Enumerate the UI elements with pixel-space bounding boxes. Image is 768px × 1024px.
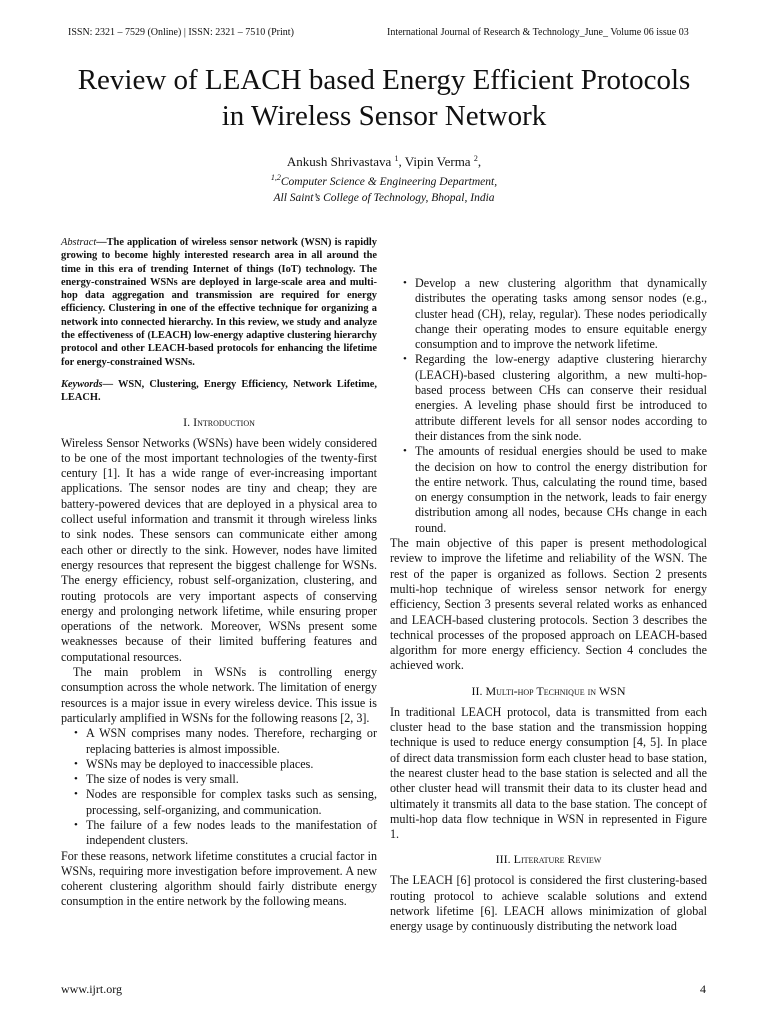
section-heading-introduction: I. Introduction [183, 414, 255, 429]
list-item: • A WSN comprises many nodes. Therefore, recharging or replacing batteries is almost impossible. [74, 726, 377, 756]
affiliation-line-1: $^{1,2}$Computer Science & Engineering Department, [270, 173, 498, 188]
page-number: 4 [700, 982, 706, 996]
keywords [61, 378, 377, 405]
section-heading-literature: III. Literature Review [495, 852, 602, 867]
bullet-icon: • [74, 818, 78, 831]
means-list [390, 276, 707, 536]
bullet-icon: • [403, 277, 407, 289]
header-journal: International Journal of Research & Technology_June_ Volume 06 issue 03 [387, 27, 689, 38]
list-item: • Regarding the low-energy adaptive clustering hierarchy (LEACH)-based clustering algorithm, a new multi-hop-based process between CHs can conserve their residual energies. A leveling phase should first be introduced to attribute different levels for all sensor nodes according to their distances from the sink node. [403, 352, 707, 443]
bullet-icon: • [403, 445, 407, 458]
footer-website: www.ijrt.org [61, 982, 122, 996]
title-line-2: in Wireless Sensor Network [221, 100, 547, 132]
list-item: • Nodes are responsible for complex tasks such as sensing, processing, self-organizing, and communication. [74, 787, 377, 817]
intro-paragraph-2: The main problem in WSNs is controlling energy consumption across the whole network. The limitation of energy resources is a major issue in every wireless device. This issue is particularly amplified in WSNs for the following reasons [2, 3]. [61, 665, 377, 725]
right-column [390, 236, 707, 935]
author-1-sup: 1 [394, 154, 399, 163]
author-list: Ankush Shrivastava $^1$, Vipin Verma $^2$, [286, 154, 482, 169]
reasons-list [61, 726, 377, 848]
bullet-icon: • [74, 788, 78, 801]
intro-paragraph-4: The main objective of this paper is present methodological review to improve the lifetime and reliability of the WSN. The rest of the paper is organized as follows. Section 2 presents multi-hop technique of wireless sensor network for energy efficiency, Section 3 presents several related works as enhanced and LEACH-based clustering protocols. Section 3 describes the technical processes of the proposed approach on LEACH-based algorithm for more energy efficiency. Section 4 concludes the achieved work. [390, 536, 707, 673]
author-2-sup: 2 [473, 154, 478, 163]
author-2: Vipin Verma [404, 154, 471, 169]
abstract-text: —The application of wireless sensor network (WSN) is rapidly growing to become highly interested research area in all around the time in this era of trending Internet of things (IoT) technology. The energy-constrained WSNs are deployed in large-scale area and multi-hop data aggregation and transmission are required for energy efficiency. Clustering in one of the effective technique for organizing a network into connected hierarchy. In this review, we study and analyze the effectiveness of (LEACH) low-energy adaptive clustering hierarchy protocol and other LEACH-based protocols for enhancing the lifetime for energy-constrained WSNs. [61, 237, 377, 368]
affiliation-sup: 1,2 [270, 173, 281, 182]
bullet-icon: • [403, 353, 407, 366]
author-1: Ankush Shrivastava [286, 154, 392, 169]
list-item: • The amounts of residual energies should be used to make the decision on how to control the energy distribution for the entire network. Thus, calculating the round time, based on energy consumption in the network, leads to fair energy distribution among all nodes, because CHs change in each round. [403, 444, 707, 535]
title-line-1: Review of LEACH based Energy Efficient Protocols [77, 64, 691, 96]
paper-title [0, 62, 768, 134]
section-heading-multihop: II. Multi-hop Technique in WSN [471, 683, 626, 698]
bullet-icon: • [74, 773, 78, 786]
abstract-label: Abstract [61, 237, 97, 248]
keywords-label: Keywords [61, 378, 103, 390]
left-column [61, 236, 377, 910]
bullet-icon: • [74, 727, 78, 740]
affiliation-line-2: All Saint’s College of Technology, Bhopal, India [273, 192, 495, 204]
header-issn: ISSN: 2321 – 7529 (Online) | ISSN: 2321 – 7510 (Print) [68, 27, 294, 38]
intro-paragraph-3: For these reasons, network lifetime constitutes a crucial factor in WSNs, requiring more investigation before improvement. A new coherent clustering algorithm should fairly distribute energy consumption in the entire network by the following means. [61, 848, 377, 909]
intro-paragraph-1: Wireless Sensor Networks (WSNs) have been widely considered to be one of the most important technologies of the twenty-first century [1]. It has a wide range of ever-increasing important applications. The sensor nodes are tiny and cheap; they are battery-powered devices that are deployed in a physical area to collect useful information and transmit it through wireless links to sink nodes. These sensors can communicate either among each other or directly to the sink. However, nodes have limited energy resources that represent the biggest challenge for WSNs. The energy efficiency, robust self-organization, clustering, and routing protocols are very important aspects of conserving energy and prolonging network lifetime, while ensuring proper operations of the network. Moreover, WSNs present some weaknesses because of their limited buffering features and computational resources. [61, 435, 377, 664]
bullet-icon: • [74, 757, 78, 770]
list-item: • The failure of a few nodes leads to the manifestation of independent clusters. [74, 817, 377, 848]
multihop-paragraph: In traditional LEACH protocol, data is transmitted from each cluster head to the base station and the transmission hopping technique is used to reduce energy consumption [4, 5]. In place of direct data transmission form each cluster head to base station, the nearest cluster head to the base station is selected and all the other cluster head will transmit their data to its cluster head and ultimately it transmits all data to the base station. The concept of multi-hop data flow technique in WSN in represented in Figure 1. [390, 704, 707, 842]
keywords-text: — WSN, Clustering, Energy Efficiency, Network Lifetime, LEACH. [61, 378, 377, 404]
abstract [61, 236, 377, 369]
list-item: • Develop a new clustering algorithm that dynamically distributes the operating tasks among sensor nodes (e.g., cluster head (CH), relay, regular). These nodes periodically change their operating modes to ensure equitable energy consumption and to improve the network lifetime. [403, 276, 707, 352]
literature-paragraph: The LEACH [6] protocol is considered the first clustering-based routing protocol to achieve scalable solutions and extend network lifetime [6]. LEACH allows minimization of global energy usage by continuously distributing the network load [390, 873, 707, 934]
list-item: • WSNs may be deployed to inaccessible places. [74, 756, 314, 771]
list-item: • The size of nodes is very small. [74, 772, 239, 787]
